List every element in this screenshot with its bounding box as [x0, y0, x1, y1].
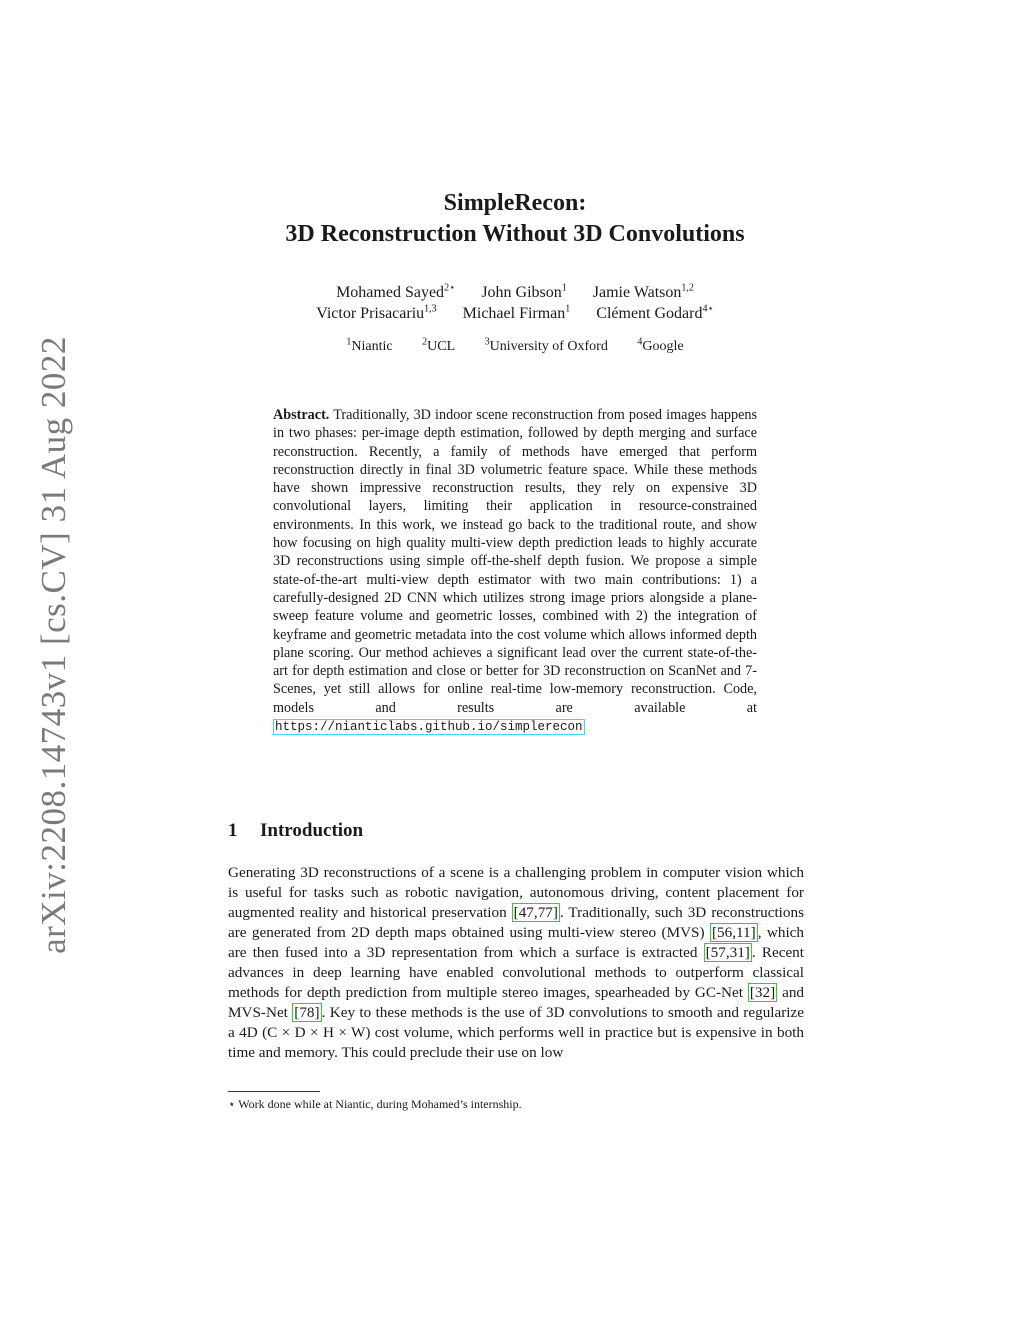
- arxiv-stamp-text: arXiv:2208.14743v1 [cs.CV] 31 Aug 2022: [34, 336, 74, 954]
- footnote: ⋆ Work done while at Niantic, during Mohamed’s internship.: [228, 1097, 522, 1111]
- section-heading: [228, 820, 363, 842]
- abstract: [273, 406, 757, 736]
- title-line-1: SimpleRecon:: [443, 190, 587, 216]
- citation-link[interactable]: [56,11]: [711, 924, 756, 941]
- abstract-label: Abstract.: [273, 407, 330, 423]
- intro-text: . Traditionally, such 3D reconstructions are generated from 2D depth maps obtained using multi-view stereo (MVS): [228, 904, 804, 941]
- affiliation: $^2$UCL: [422, 336, 456, 354]
- intro-text: Generating 3D reconstructions of a scene is a challenging problem in computer vision which is useful for tasks such as robotic navigation, autonomous driving, content placement for augmented reality and historical preservation: [228, 864, 804, 921]
- author: John Gibson$^1$: [481, 282, 567, 301]
- title-line-2: 3D Reconstruction Without 3D Convolutions: [285, 221, 745, 247]
- section-title: Introduction: [260, 820, 364, 841]
- author: Victor Prisacariu$^{1,3}$: [316, 303, 437, 322]
- project-url-link[interactable]: https://nianticlabs.github.io/simplerecon: [275, 720, 583, 735]
- author: Clément Godard$^{4⋆}$: [596, 303, 714, 322]
- author: Jamie Watson$^{1,2}$: [592, 282, 694, 301]
- intro-text: . Key to these methods is the use of 3D convolutions to smooth and regularize a 4D (C × D × H × W) cost volume, which performs well in practice but is expensive in both time and memory. This could preclude their use on low: [228, 1004, 805, 1061]
- intro-text: , which are then fused into a 3D representation from which a surface is extracted: [228, 924, 804, 961]
- arxiv-stamp: [30, 336, 78, 954]
- author-list: [200, 282, 830, 324]
- intro-text: . Recent advances in deep learning have enabled convolutional methods to outperform classical methods for depth prediction from multiple stereo images, spearheaded by GC-Net: [228, 944, 804, 1001]
- citation-link[interactable]: [78]: [294, 1004, 320, 1021]
- paper-title: [200, 188, 830, 250]
- affiliation: $^4$Google: [637, 336, 684, 354]
- citation-link[interactable]: [47,77]: [513, 904, 558, 921]
- abstract-text: Traditionally, 3D indoor scene reconstruction from posed images happens in two phases: per-image depth estimation, followed by depth merging and surface reconstruction. Recently, a family of methods have emerged that perform reconstruction directly in final 3D volumetric feature space. While these methods have shown impressive reconstruction results, they rely on expensive 3D convolutional layers, limiting their application in resource-constrained environments. In this work, we instead go back to the traditional route, and show how focusing on high quality multi-view depth prediction leads to highly accurate 3D reconstructions using simple off-the-shelf depth fusion. We propose a simple state-of-the-art multi-view depth estimator with two main contributions: 1) a carefully-designed 2D CNN which utilizes strong image priors alongside a plane-sweep feature volume and geometric losses, combined with 2) the integration of keyframe and geometric metadata into the cost volume which allows informed depth plane scoring. Our method achieves a significant lead over the current state-of-the-art for depth estimation and close or better for 3D reconstruction on ScanNet and 7-Scenes, yet still allows for online real-time low-memory reconstruction. Code, models and results are available at: [273, 407, 757, 716]
- section-number: 1: [228, 820, 238, 841]
- affiliation: $^3$University of Oxford: [484, 336, 608, 354]
- citation-link[interactable]: [57,31]: [705, 944, 750, 961]
- affiliation: $^1$Niantic: [346, 336, 393, 354]
- author: Michael Firman$^1$: [462, 303, 571, 322]
- author: Mohamed Sayed$^{2⋆}$: [336, 282, 456, 301]
- footnote-rule: [228, 1091, 320, 1092]
- citation-link[interactable]: [32]: [749, 984, 776, 1001]
- affiliation-list: [200, 336, 830, 355]
- intro-paragraph: [228, 863, 804, 1063]
- intro-text: and MVS-Net: [228, 984, 805, 1021]
